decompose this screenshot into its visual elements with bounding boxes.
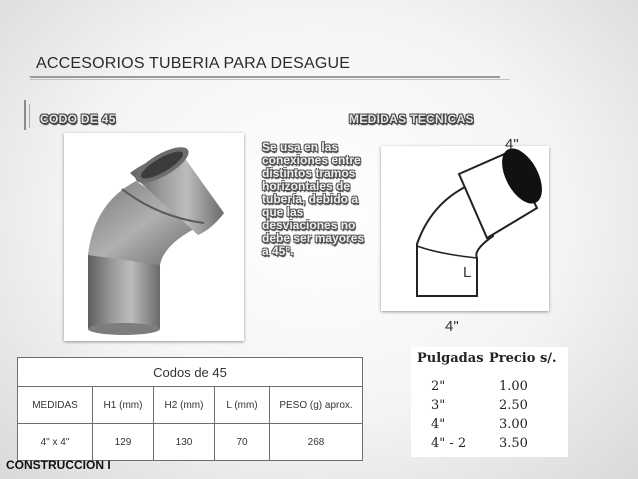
dimension-top-label: 4": [505, 136, 519, 153]
section-heading-codo: CODO DE 45: [40, 112, 116, 126]
section-marker: [24, 100, 26, 130]
spec-header-l: L (mm): [215, 387, 270, 424]
price-size: 4" - 2: [431, 436, 467, 451]
spec-cell-h1: 129: [93, 424, 154, 461]
dimension-bottom-label: 4": [445, 318, 459, 335]
section-heading-medidas: MEDIDAS TECNICAS: [349, 112, 474, 126]
price-size: 3": [431, 398, 446, 413]
section-marker-secondary: [29, 104, 30, 128]
price-value: 3.50: [499, 436, 528, 451]
slide-title: ACCESORIOS TUBERIA PARA DESAGUE: [36, 55, 351, 72]
price-value: 2.50: [499, 398, 528, 413]
elbow-outline-drawing: [381, 146, 549, 311]
list-item: [411, 417, 568, 433]
price-value: 3.00: [499, 417, 528, 432]
spec-cell-h2: 130: [154, 424, 215, 461]
technical-diagram: [381, 146, 549, 311]
elbow-photo: [64, 133, 244, 341]
footer-course-name: CONSTRUCCION I: [6, 458, 111, 472]
spec-header-peso: PESO (g) aprox.: [270, 387, 363, 424]
price-header-size: Pulgadas: [417, 351, 484, 366]
dimension-l-label: L: [463, 264, 472, 281]
title-underline: [30, 76, 500, 78]
price-value: 1.00: [499, 379, 528, 394]
spec-table-caption: Codos de 45: [18, 358, 363, 387]
spec-header-h2: H2 (mm): [154, 387, 215, 424]
list-item: [411, 379, 568, 395]
spec-header-medidas: MEDIDAS: [18, 387, 93, 424]
list-item: [411, 398, 568, 414]
table-row: [18, 424, 363, 461]
spec-table: [17, 357, 363, 461]
price-table: [411, 347, 568, 457]
spec-table-header-row: [18, 387, 363, 424]
list-item: [411, 436, 568, 452]
price-size: 4": [431, 417, 446, 432]
elbow-description: Se usa en las conexiones entre distintos tramos horizontales de tubería, debido a que las desviaciones no debe ser mayores a 45°.: [262, 140, 365, 258]
spec-cell-medidas: 4" x 4": [18, 424, 93, 461]
spec-cell-peso: 268: [270, 424, 363, 461]
title-underline-secondary: [30, 79, 510, 80]
price-header-price: Precio s/.: [489, 351, 557, 366]
elbow-photo-graphic: [64, 133, 244, 341]
spec-cell-l: 70: [215, 424, 270, 461]
spec-header-h1: H1 (mm): [93, 387, 154, 424]
price-size: 2": [431, 379, 446, 394]
